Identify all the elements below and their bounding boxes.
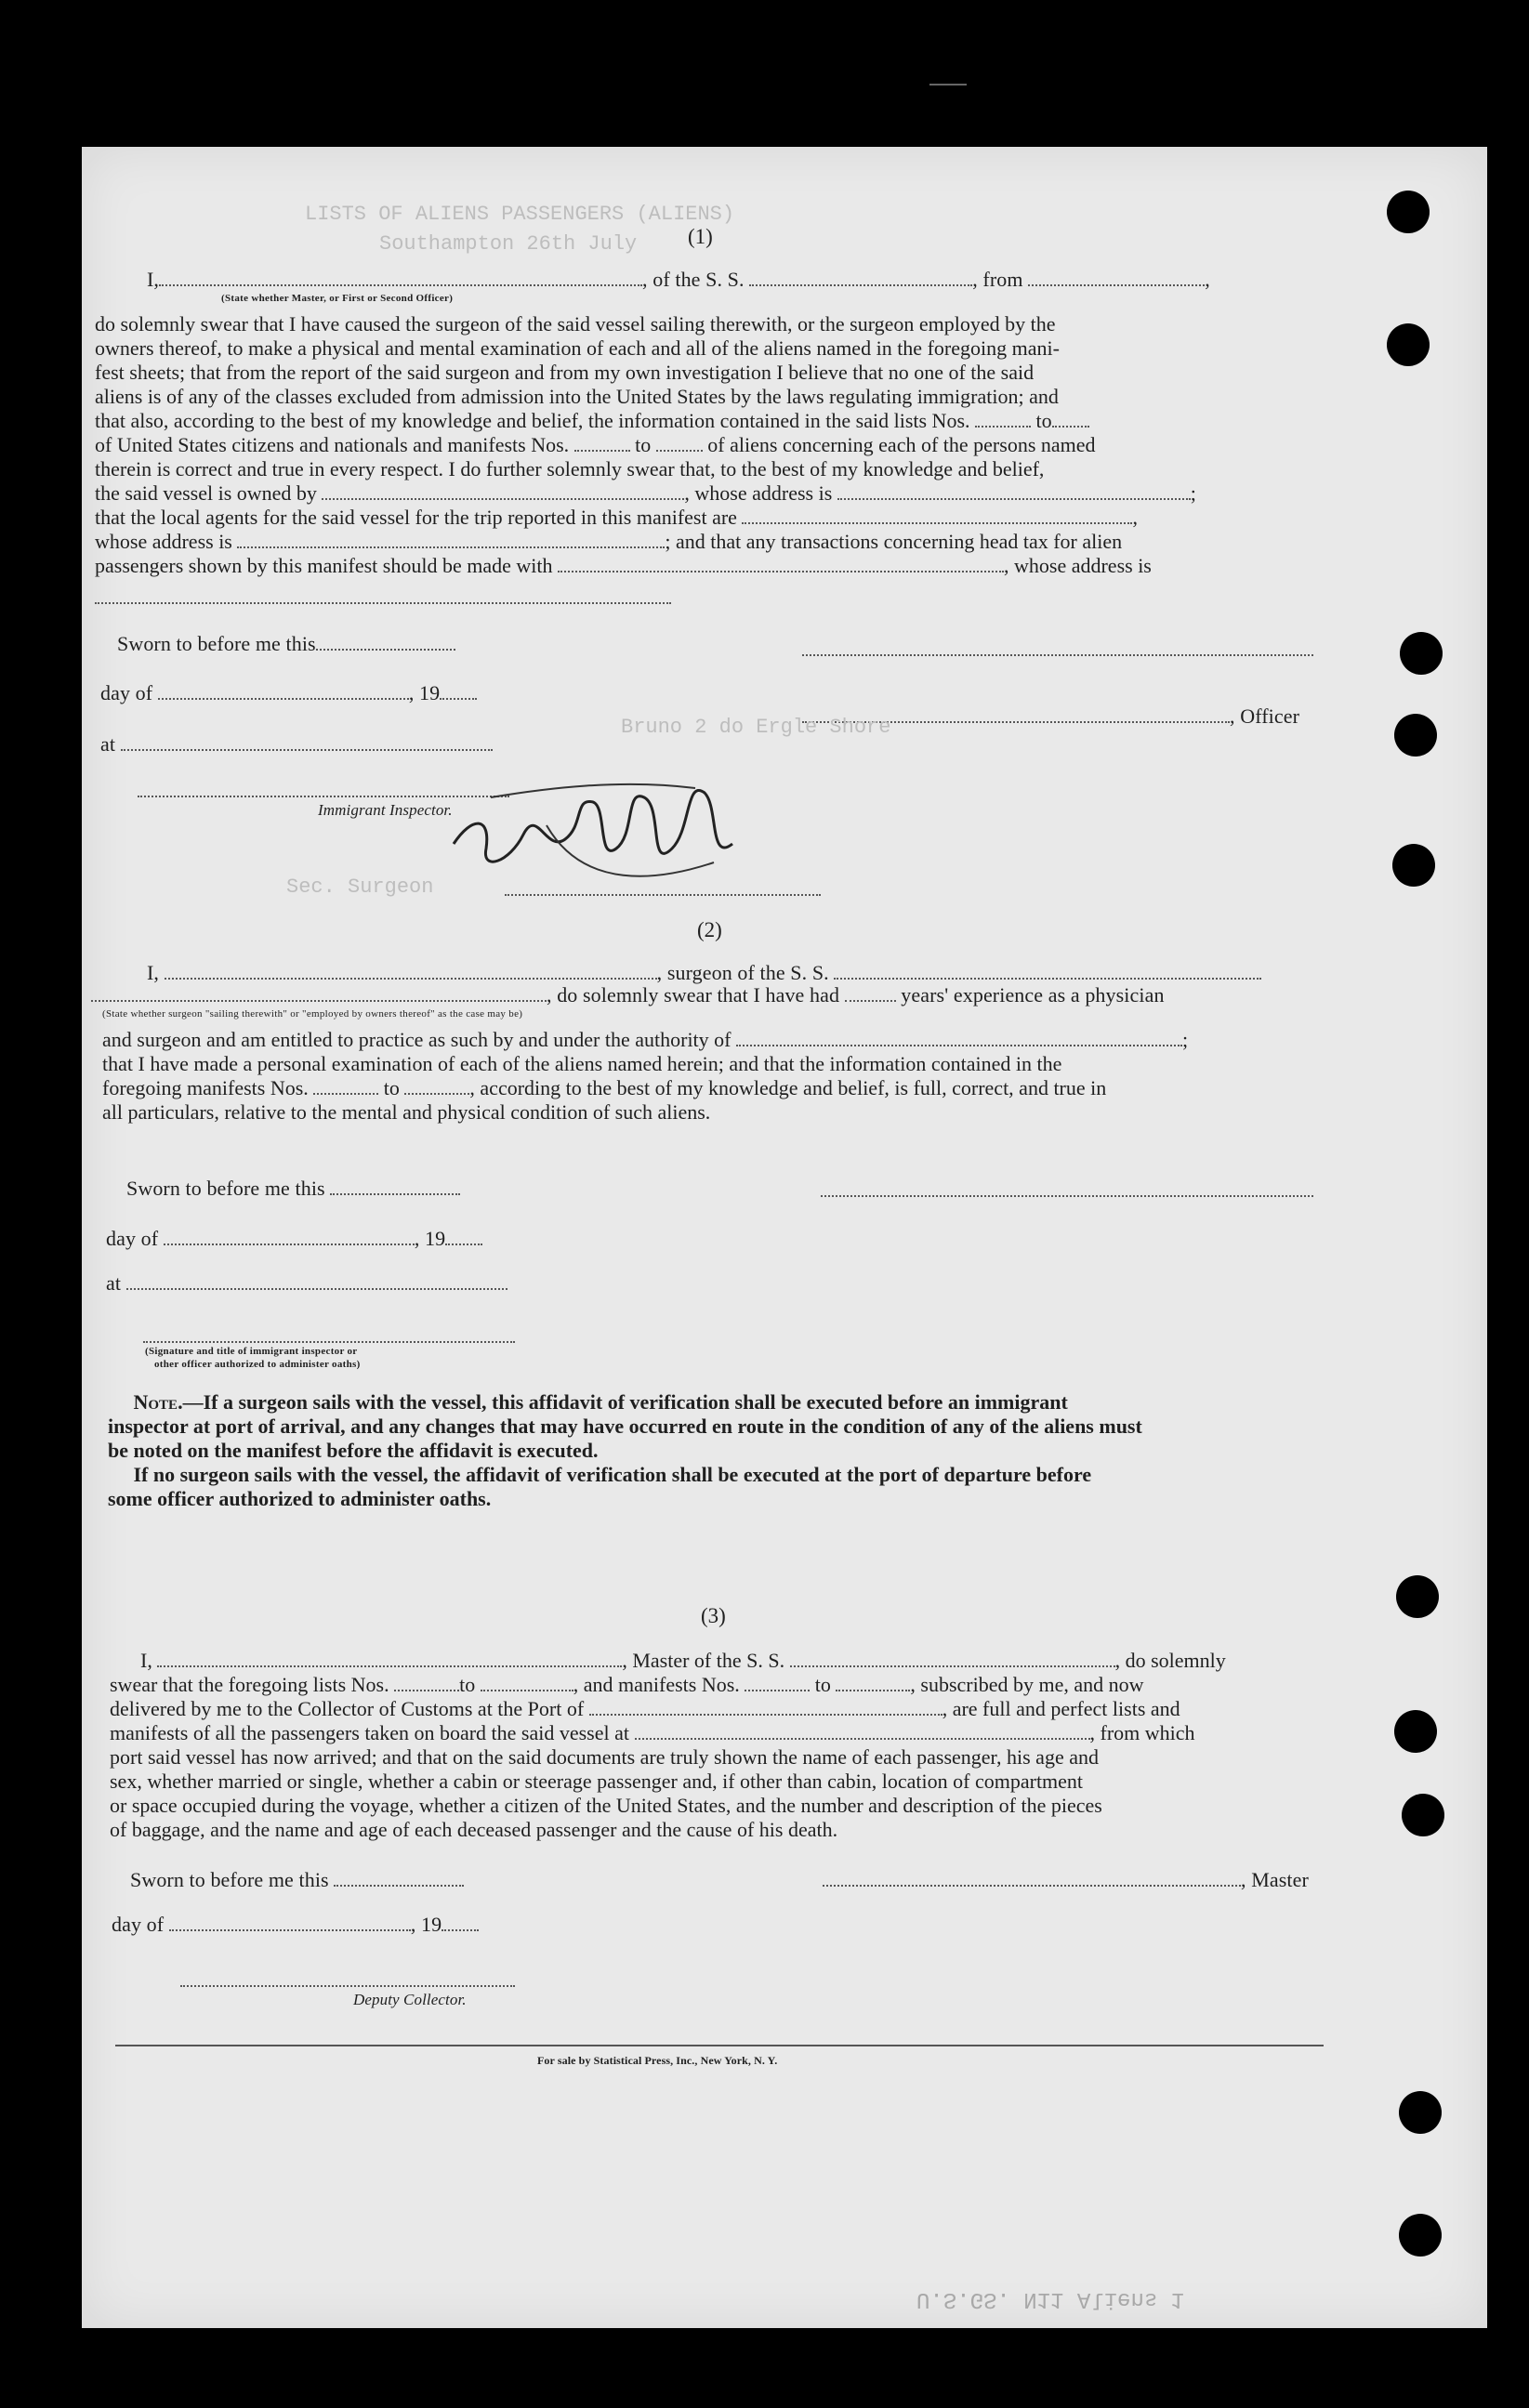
punch-hole <box>1400 632 1443 675</box>
s2-sig-note-2: other officer authorized to administer oaths) <box>154 1359 361 1370</box>
punch-hole <box>1392 844 1435 887</box>
punch-hole <box>1396 1575 1439 1618</box>
s1-day-of: day of , 19 <box>100 681 477 705</box>
s2-surgeon-note: (State whether surgeon "sailing therewith" or "employed by owners thereof" as the case may be) <box>102 1008 523 1020</box>
footer-printer: For sale by Statistical Press, Inc., New York, N. Y. <box>537 2054 778 2067</box>
s2-note-paragraph: Note.—If a surgeon sails with the vessel, this affidavit of verification shall be executed before an immigrant inspector at port of arrival, and any changes that may have occurred en route in the condition of any of the aliens must be noted on the manifest before the affidavit is executed. If no surgeon sails with the vessel, the affidavit of verification shall be executed at the port of departure before some officer authorized to administer oaths. <box>108 1390 1142 1510</box>
punch-hole <box>1394 1710 1437 1753</box>
punch-hole <box>1399 2214 1442 2257</box>
scan-mark <box>929 84 967 91</box>
punch-hole <box>1387 323 1430 366</box>
s1-signature-dotted <box>505 894 821 896</box>
s2-day-of: day of , 19 <box>106 1227 482 1251</box>
s1-inspector-label: Immigrant Inspector. <box>318 801 453 819</box>
handwritten-signature <box>435 760 825 900</box>
bleed-through-text: Sec. Surgeon <box>286 875 434 899</box>
punch-hole <box>1394 714 1437 757</box>
footer-rule <box>115 2045 1324 2046</box>
section-2-number: (2) <box>697 918 722 941</box>
punch-hole <box>1399 2091 1442 2134</box>
s2-signature-line <box>821 1195 1313 1197</box>
s1-oath-paragraph: do solemnly swear that I have caused the surgeon of the said vessel sailing therewith, or the surgeon employed by the owners thereof, to make a physical and mental examination of each and all of the aliens named in the foregoing mani- fest sheets; that from the report of the said surgeon and from my own investigation I believe that no one of the said aliens is of any of the classes excluded from admission into the United States by the laws regulating immigration; and that also, according to the best of my knowledge and belief, the information contained in the said lists Nos. to of United States citizens and nationals and manifests Nos. to of aliens concerning each of the persons named therein is correct and true in every respect. I do further solemnly swear that, to the best of my knowledge and belief, the said vessel is owned by , whose address is ; that the local agents for the said vessel for the trip reported in this manifest are , whose address is ; and that any transactions concerning head tax for alien passengers shown by this manifest should be made with , whose address is <box>95 312 1196 577</box>
punch-hole <box>1402 1794 1444 1836</box>
s3-day-of: day of , 19 <box>112 1913 479 1937</box>
bleed-through-text: LISTS OF ALIENS PASSENGERS (ALIENS) <box>305 203 735 226</box>
s2-sig-note-1: (Signature and title of immigrant inspector or <box>145 1346 358 1357</box>
s3-sworn: Sworn to before me this <box>130 1868 464 1892</box>
s2-line-2: , do solemnly swear that I have had years' experience as a physician <box>91 983 1165 1007</box>
s1-line-1: I, , of the S. S. , from , <box>147 268 1210 291</box>
manifest-back-page <box>82 147 1487 2328</box>
s3-master-line: , Master <box>823 1868 1309 1892</box>
s1-sworn: Sworn to before me this <box>117 632 455 656</box>
s2-sworn: Sworn to before me this <box>126 1177 460 1201</box>
s1-address-line <box>95 602 671 604</box>
s2-at: at <box>106 1271 507 1296</box>
s3-deputy-label: Deputy Collector. <box>353 1991 467 2008</box>
s2-oath-paragraph: and surgeon and am entitled to practice as such by and under the authority of ; that I have made a personal examination of each of the aliens named herein; and that the information contained in the foregoing manifests Nos. to , according to the best of my knowledge and belief, is full, correct, and true in all particulars, relative to the mental and physical condition of such aliens. <box>102 1028 1189 1124</box>
bleed-through-text: Southampton 26th July <box>379 232 638 256</box>
section-3-number: (3) <box>701 1604 726 1627</box>
s2-line-1: I, , surgeon of the S. S. <box>147 961 1261 985</box>
bottom-stamp: U.S.GS. N11 Aliens 1 <box>916 2286 1185 2311</box>
punch-hole <box>1387 191 1430 233</box>
section-1-number: (1) <box>688 225 713 248</box>
s2-inspector-line <box>143 1341 515 1343</box>
note-label: Note. <box>133 1390 183 1414</box>
s1-signature-line <box>802 654 1313 656</box>
s1-officer-note: (State whether Master, or First or Second Officer) <box>221 293 454 304</box>
bleed-through-text: Bruno 2 do Ergle Shore <box>621 716 891 739</box>
s1-officer-line: , Officer <box>802 704 1299 729</box>
s3-deputy-line <box>180 1985 515 1987</box>
s1-at: at <box>100 732 493 757</box>
s3-oath-paragraph: I, , Master of the S. S. , do solemnly swear that the foregoing lists Nos. to , and manifests Nos. to , subscribed by me, and now delivered by me to the Collector of Customs at the Port of , are full and perfect lists and manifests of all the passengers taken on board the said vessel at , from which port said vessel has now arrived; and that on the said documents are truly shown the name of each passenger, his age and sex, whether married or single, whether a cabin or steerage passenger and, if other than cabin, location of compartment or space occupied during the voyage, whether a citizen of the United States, and the number and description of the pieces of baggage, and the name and age of each deceased passenger and the cause of his death. <box>110 1649 1226 1841</box>
